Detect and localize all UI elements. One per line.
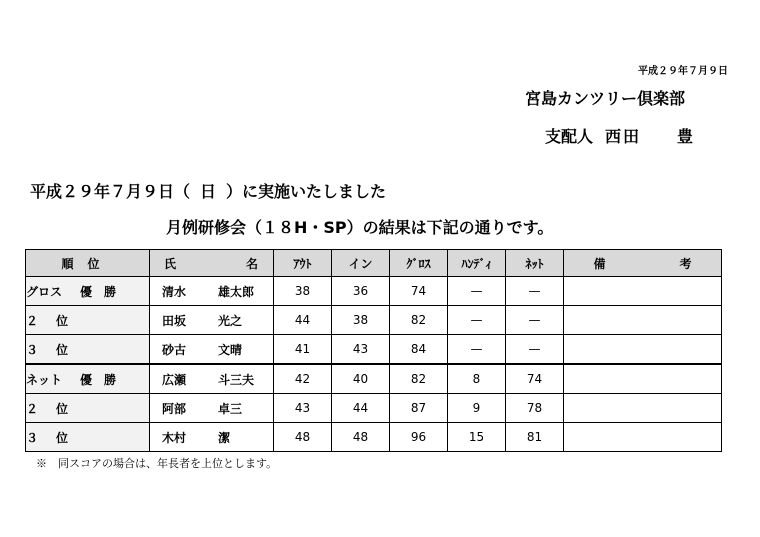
name-cell: 広瀬 斗三夫 <box>150 364 274 394</box>
note-cell <box>564 277 722 306</box>
note-cell <box>564 423 722 452</box>
net-cell: — <box>506 335 564 365</box>
club-name: 宮島カンツリー倶楽部 <box>525 89 686 108</box>
manager-title: 支配人 <box>545 127 594 146</box>
gross-cell: 82 <box>390 364 448 394</box>
name-cell: 清水 雄太郎 <box>150 277 274 306</box>
in-cell: 38 <box>332 306 390 335</box>
out-cell: 44 <box>274 306 332 335</box>
table-row <box>26 364 722 394</box>
header-name: 氏 名 <box>150 250 274 277</box>
table-header-row <box>26 250 722 277</box>
in-cell: 40 <box>332 364 390 394</box>
rank-cell: ネット 優 勝 <box>26 364 150 394</box>
note-cell <box>564 394 722 423</box>
out-cell: 38 <box>274 277 332 306</box>
header-net: ﾈｯﾄ <box>506 250 564 277</box>
results-table <box>25 249 722 452</box>
in-cell: 44 <box>332 394 390 423</box>
table-row <box>26 394 722 423</box>
name-cell: 阿部 卓三 <box>150 394 274 423</box>
handicap-cell: — <box>448 335 506 365</box>
handicap-cell: — <box>448 306 506 335</box>
header-handicap: ﾊﾝﾃﾞｨ <box>448 250 506 277</box>
header-note: 備 考 <box>564 250 722 277</box>
rank-cell: グロス 優 勝 <box>26 277 150 306</box>
handicap-cell: 9 <box>448 394 506 423</box>
table-row <box>26 423 722 452</box>
intro-line-1-suffix: ）に実施いたしました <box>226 182 387 201</box>
intro-line-1-day: 日 <box>200 182 217 201</box>
gross-cell: 96 <box>390 423 448 452</box>
manager-line <box>545 124 695 147</box>
out-cell: 43 <box>274 394 332 423</box>
handicap-cell: 15 <box>448 423 506 452</box>
out-cell: 41 <box>274 335 332 365</box>
in-cell: 43 <box>332 335 390 365</box>
manager-name: 西田 豊 <box>605 127 696 146</box>
note-cell <box>564 335 722 365</box>
table-row <box>26 277 722 306</box>
intro-line-1-prefix: 平成２９年７月９日（ <box>30 182 191 201</box>
rank-cell: ３ 位 <box>26 423 150 452</box>
name-cell: 田坂 光之 <box>150 306 274 335</box>
rank-cell: ２ 位 <box>26 394 150 423</box>
in-cell: 48 <box>332 423 390 452</box>
handicap-cell: — <box>448 277 506 306</box>
handicap-cell: 8 <box>448 364 506 394</box>
rank-cell: ３ 位 <box>26 335 150 365</box>
gross-cell: 84 <box>390 335 448 365</box>
header-out: ｱｳﾄ <box>274 250 332 277</box>
net-cell: 81 <box>506 423 564 452</box>
name-cell: 砂古 文晴 <box>150 335 274 365</box>
net-cell: 74 <box>506 364 564 394</box>
name-cell: 木村 潔 <box>150 423 274 452</box>
footnote: ※ 同スコアの場合は、年長者を上位とします。 <box>36 457 278 470</box>
header-gross: ｸﾞﾛｽ <box>390 250 448 277</box>
in-cell: 36 <box>332 277 390 306</box>
out-cell: 42 <box>274 364 332 394</box>
intro-line-2: 月例研修会（１８H・SP）の結果は下記の通りです。 <box>166 218 554 237</box>
gross-cell: 74 <box>390 277 448 306</box>
intro-line-1 <box>30 179 386 202</box>
out-cell: 48 <box>274 423 332 452</box>
net-cell: — <box>506 277 564 306</box>
net-cell: — <box>506 306 564 335</box>
net-cell: 78 <box>506 394 564 423</box>
table-row <box>26 306 722 335</box>
header-in: イン <box>332 250 390 277</box>
note-cell <box>564 306 722 335</box>
gross-cell: 82 <box>390 306 448 335</box>
table-row <box>26 335 722 365</box>
note-cell <box>564 364 722 394</box>
document-date: 平成２９年７月９日 <box>638 66 728 77</box>
header-rank: 順位 <box>26 250 150 277</box>
rank-cell: ２ 位 <box>26 306 150 335</box>
gross-cell: 87 <box>390 394 448 423</box>
